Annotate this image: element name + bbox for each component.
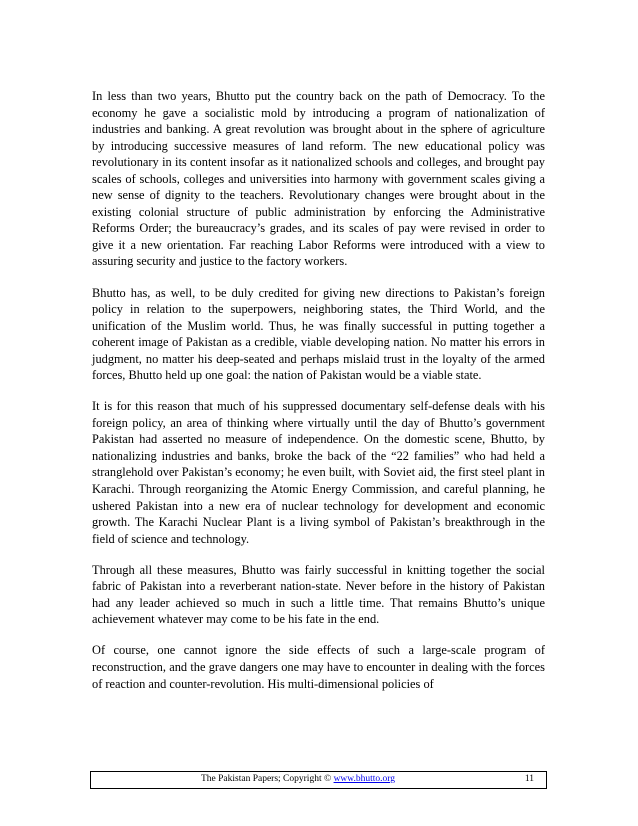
footer-label: The Pakistan Papers; Copyright © xyxy=(201,774,332,784)
footer-website-link[interactable]: www.bhutto.org xyxy=(333,774,396,784)
paragraph-foreign-policy: Bhutto has, as well, to be duly credited for giving new directions to Pakistan’s foreign policy in relation to the superpowers, neighboring states, the Third World, and the unification of the Muslim world. Thus, he was finally successful in putting together a coherent image of Pakistan as a credible, viable developing nation. No matter his errors in judgment, no matter his deep-seated and perhaps mislaid trust in the loyalty of the armed forces, Bhutto held up one goal: the nation of Pakistan would be a viable state. xyxy=(92,285,545,383)
paragraph-self-defense: It is for this reason that much of his suppressed documentary self-defense deals with his foreign policy, an area of thinking where virtually until the day of Bhutto’s government Pakistan had asserted no measure of independence. On the domestic scene, Bhutto, by nationalizing industries and banks, broke the back of the “22 families” who had held a stranglehold over Pakistan’s economy; he even built, with Soviet aid, the first steel plant in Karachi. Through reorganizing the Atomic Energy Commission, and careful planning, he ushered Pakistan into a new era of nuclear technology for development and economic growth. The Karachi Nuclear Plant is a living symbol of Pakistan’s breakthrough in the field of science and technology. xyxy=(92,399,545,546)
page-number: 11 xyxy=(524,774,534,784)
footer-copyright xyxy=(201,774,395,784)
paragraph-side-effects: Of course, one cannot ignore the side effects of such a large-scale program of reconstruction, and the grave dangers one may have to encounter in dealing with the forces of reaction and counter-revolution. His multi-dimensional policies of xyxy=(92,643,545,691)
page-footer xyxy=(90,771,547,789)
paragraph-social-fabric: Through all these measures, Bhutto was fairly successful in knitting together the social fabric of Pakistan into a reverberant nation-state. Never before in the history of Pakistan had any leader achieved so much in such a little time. That remains Bhutto’s unique achievement whatever may come to be his fate in the end. xyxy=(92,562,545,627)
paragraph-democracy-reforms: In less than two years, Bhutto put the country back on the path of Democracy. To the economy he gave a socialistic mold by introducing a program of nationalization of industries and banking. A great revolution was brought about in the sphere of agriculture by introducing successive measures of land reform. The new educational policy was revolutionary in its content insofar as it nationalized schools and colleges, and brought pay scales of schools, colleges and universities into harmony with government scales giving a new sense of dignity to the teachers. Revolutionary changes were brought about in the existing colonial structure of public administration by enforcing the Administrative Reforms Order; the bureaucracy’s grades, and its scales of pay were revised in order to give it a new orientation. Far reaching Labor Reforms were introduced with a view to assuring security and justice to the factory workers. xyxy=(92,89,545,269)
document-body xyxy=(92,88,545,707)
